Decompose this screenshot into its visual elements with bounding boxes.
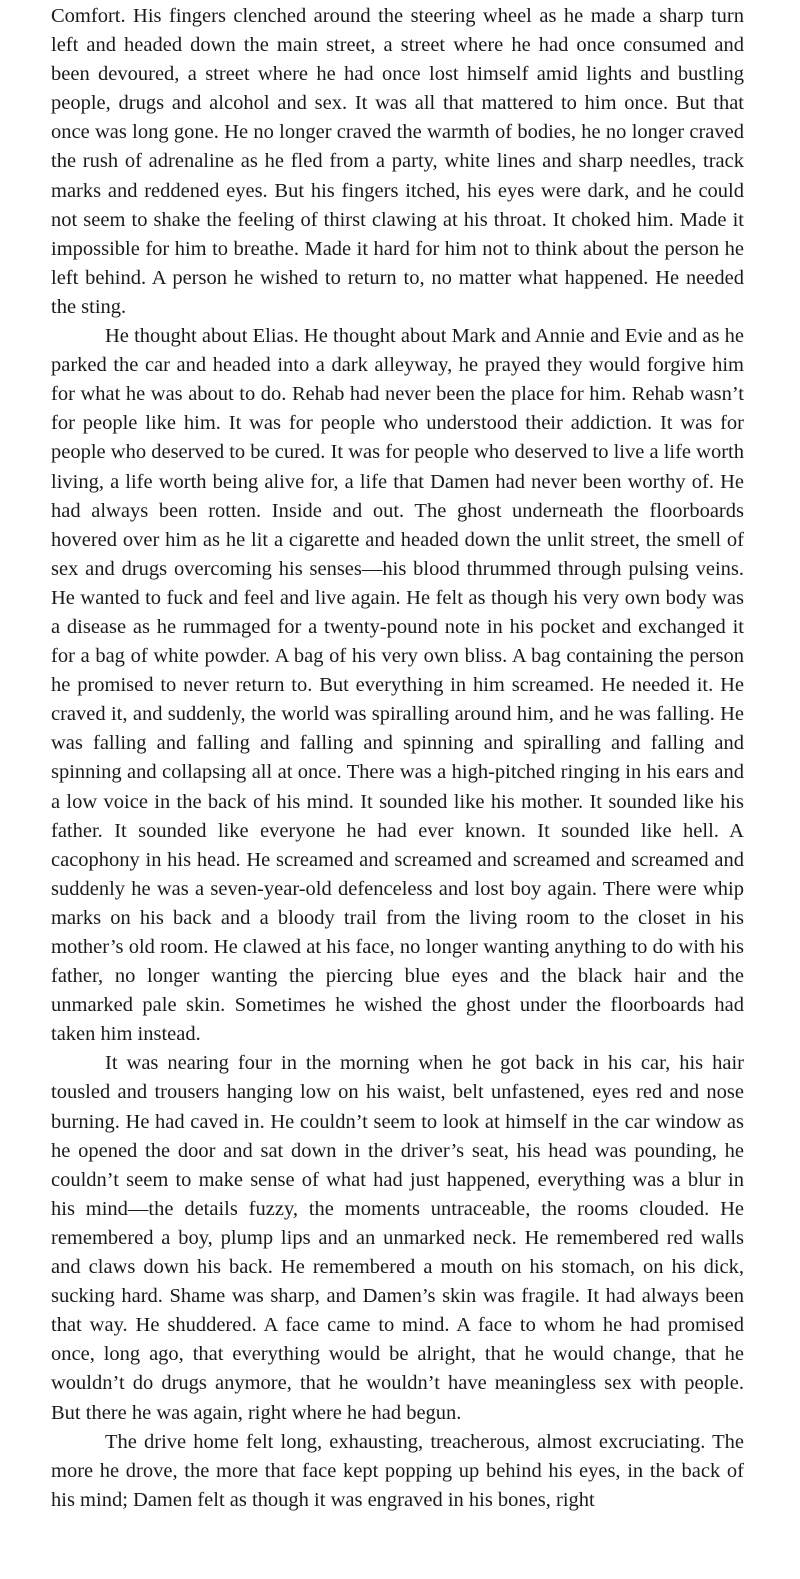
paragraph-2: He thought about Elias. He thought about Mark and Annie and Evie and as he parked the car and headed into a dark alleyway, he prayed they would forgive him for what he was about to do. Rehab had never been the place for him. Rehab wasn’t for people like him. It was for people who understood their addiction. It was for people who deserved to be cured. It was for people who deserved to live a life worth living, a life worth being alive for, a life that Damen had never been worthy of. He had always been rotten. Inside and out. The ghost underneath the floorboards hovered over him as he lit a cigarette and headed down the unlit street, the smell of sex and drugs overcoming his senses—his blood thrummed through pulsing veins. He wanted to fuck and feel and live again. He felt as though his very own body was a disease as he rummaged for a twenty-pound note in his pocket and exchanged it for a bag of white powder. A bag of his very own bliss. A bag containing the person he promised to never return to. But everything in him screamed. He needed it. He craved it, and suddenly, the world was spiralling around him, and he was falling. He was falling and falling and falling and spinning and spiralling and falling and spinning and collapsing all at once. There was a high-pitched ringing in his ears and a low voice in the back of his mind. It sounded like his mother. It sounded like his father. It sounded like everyone he had ever known. It sounded like hell. A cacophony in his head. He screamed and screamed and screamed and screamed and suddenly he was a seven-year-old defenceless and lost boy again. There were whip marks on his back and a bloody trail from the living room to the closet in his mother’s old room. He clawed at his face, no longer wanting anything to do with his father, no longer wanting the piercing blue eyes and the black hair and the unmarked pale skin. Sometimes he wished the ghost under the floorboards had taken him instead.: [51, 325, 744, 1046]
paragraph-3: It was nearing four in the morning when he got back in his car, his hair tousled and trousers hanging low on his waist, belt unfastened, eyes red and nose burning. He had caved in. He couldn’t seem to look at himself in the car window as he opened the door and sat down in the driver’s seat, his head was pounding, he couldn’t seem to make sense of what had just happened, everything was a blur in his mind—the details fuzzy, the moments untraceable, the rooms clouded. He remembered a boy, plump lips and an unmarked neck. He remembered red walls and claws down his back. He remembered a mouth on his stomach, on his dick, sucking hard. Shame was sharp, and Damen’s skin was fragile. It had always been that way. He shuddered. A face came to mind. A face to whom he had promised once, long ago, that everything would be alright, that he would change, that he wouldn’t do drugs anymore, that he wouldn’t have meaningless sex with people. But there he was again, right where he had begun.: [51, 1052, 744, 1424]
document-page: [51, 0, 744, 1579]
paragraph-1: Comfort. His fingers clenched around the steering wheel as he made a sharp turn left and headed down the main street, a street where he had once consumed and been devoured, a street where he had once lost himself amid lights and bustling people, drugs and alcohol and sex. It was all that mattered to him once. But that once was long gone. He no longer craved the warmth of bodies, he no longer craved the rush of adrenaline as he fled from a party, white lines and sharp needles, track marks and reddened eyes. But his fingers itched, his eyes were dark, and he could not seem to shake the feeling of thirst clawing at his throat. It choked him. Made it impossible for him to breathe. Made it hard for him not to think about the person he left behind. A person he wished to return to, no matter what happened. He needed the sting.: [51, 5, 744, 318]
body-text: [51, 0, 744, 1515]
paragraph-4: The drive home felt long, exhausting, treacherous, almost excruciating. The more he drove, the more that face kept popping up behind his eyes, in the back of his mind; Damen felt as though it was engraved in his bones, right: [51, 1430, 744, 1511]
